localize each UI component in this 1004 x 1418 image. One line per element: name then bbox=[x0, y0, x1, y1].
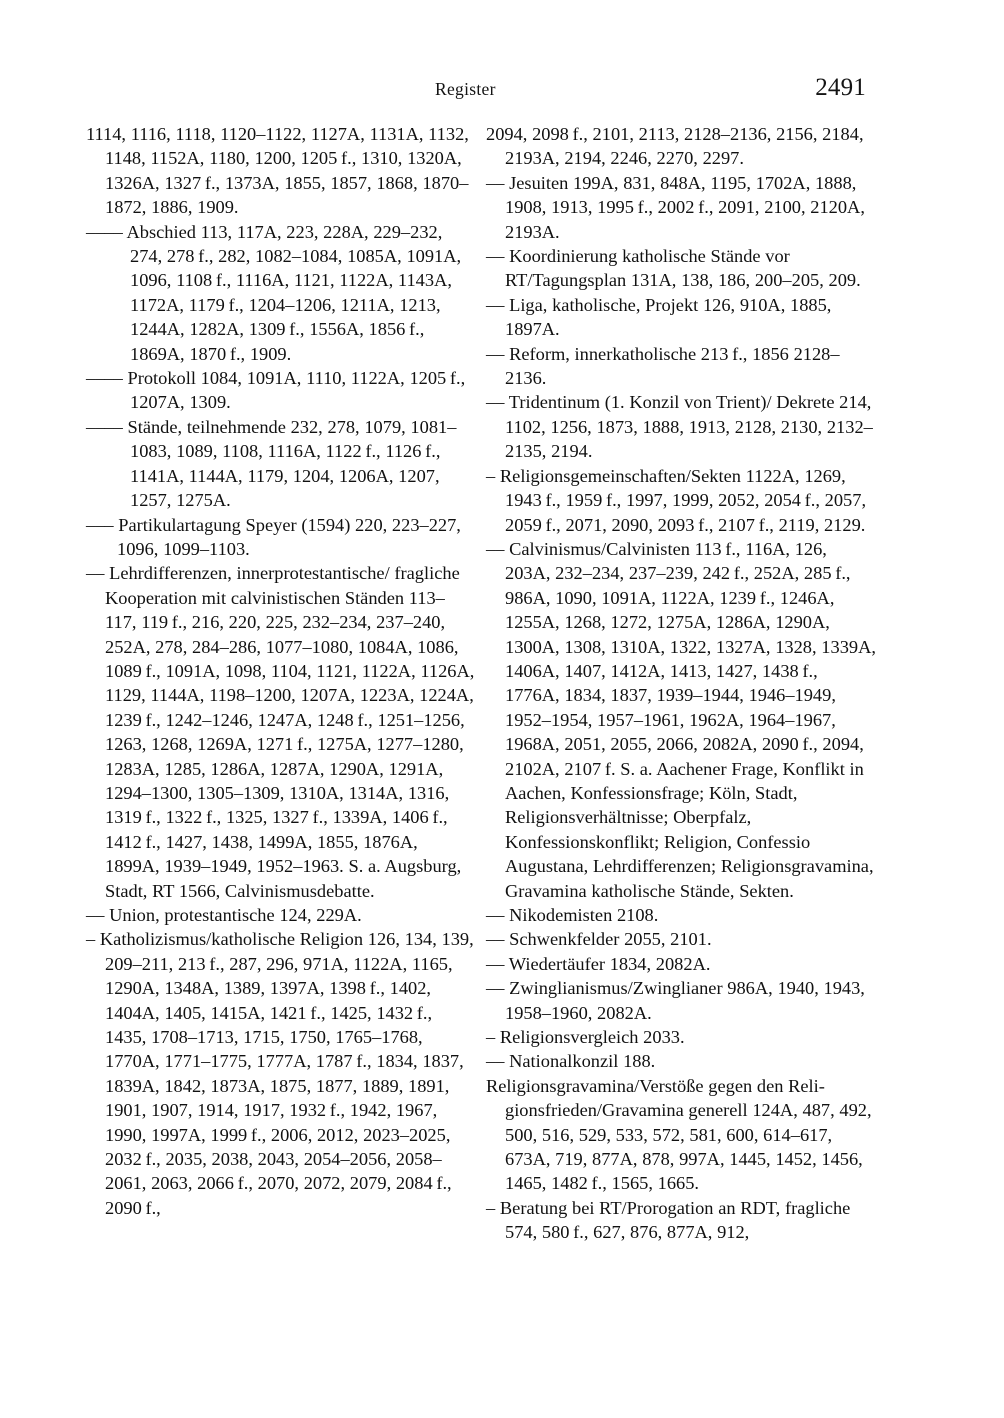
index-entry: –––– Protokoll 1084, 1091A, 1110, 1122A, 1205 f., 1207A, 1309. bbox=[86, 368, 466, 413]
running-head bbox=[140, 74, 866, 104]
index-entry: –––– Stände, teilnehmende 232, 278, 1079, 1081–1083, 1089, 1108, 1116A, 1122 f., 1126 f., 1141A, 1144A, 1179, 1204, 1206A, 1207, 1257, 1275A. bbox=[86, 416, 457, 511]
index-entry: – Religionsgemeinschaften/Sekten 1122A, 1269, 1943 f., 1959 f., 1997, 1999, 2052, 2054 f., 2057, 2059 f., 2071, 2090, 2093 f., 2107 f., 2119, 2129. bbox=[486, 465, 867, 535]
index-entry: –– Koordinierung katholische Stände vor RT/Tagungsplan 131A, 138, 186, 200–205, 209. bbox=[486, 246, 861, 291]
index-entry: 1114, 1116, 1118, 1120–1122, 1127A, 1131A, 1132, 1148, 1152A, 1180, 1200, 1205 f., 1310, 1320A, 1326A, 1327 f., 1373A, 1855, 1857, 1868, 1870–1872, 1886, 1909. bbox=[86, 124, 469, 218]
index-column-right bbox=[486, 122, 876, 1245]
index-entry: –––– Abschied 113, 117A, 223, 228A, 229–232, 274, 278 f., 282, 1082–1084, 1085A, 1091A, 1096, 1108 f., 1116A, 1121, 1122A, 1143A, 1172A, 1179 f., 1204–1206, 1211A, 1213, 1244A, 1282A, 1309 f., 1556A, 1856 f., 1869A, 1870 f., 1909. bbox=[86, 221, 462, 364]
running-head-title: Register bbox=[435, 79, 496, 99]
index-columns bbox=[0, 122, 1004, 1245]
index-entry: –– Nikodemisten 2108. bbox=[486, 905, 659, 925]
index-entry: – Religionsvergleich 2033. bbox=[486, 1027, 685, 1048]
index-entry: –– Tridentinum (1. Konzil von Trient)/ Dekrete 214, 1102, 1256, 1873, 1888, 1913, 2128, 2130, 2132–2135, 2194. bbox=[486, 392, 873, 462]
index-entry: –– Reform, innerkatholische 213 f., 1856 2128–2136. bbox=[486, 343, 840, 389]
index-entry: –– Schwenkfelder 2055, 2101. bbox=[486, 929, 712, 950]
page-folio-number: 2491 bbox=[815, 74, 866, 101]
index-column-left bbox=[86, 122, 476, 1245]
index-entry: –– Nationalkonzil 188. bbox=[486, 1051, 656, 1072]
index-entry: – Katholizismus/katholische Religion 126, 134, 139, 209–211, 213 f., 287, 296, 971A, 1122A, 1165, 1290A, 1348A, 1389, 1397A, 1398 f., 1402, 1404A, 1405, 1415A, 1421 f., 1425, 1432 f., 1435, 1708–1713, 1715, 1750, 1765–1768, 1770A, 1771–1775, 1777A, 1787 f., 1834, 1837, 1839A, 1842, 1873A, 1875, 1877, 1889, 1891, 1901, 1907, 1914, 1917, 1932 f., 1942, 1967, 1990, 1997A, 1999 f., 2006, 2012, 2023–2025, 2032 f., 2035, 2038, 2043, 2054–2056, 2058–2061, 2063, 2066 f., 2070, 2072, 2079, 2084 f., 2090 f., bbox=[86, 929, 474, 1218]
index-entry: ––– Partikulartagung Speyer (1594) 220, 223–227, 1096, 1099–1103. bbox=[86, 514, 461, 559]
index-entry: 2094, 2098 f., 2101, 2113, 2128–2136, 2156, 2184, 2193A, 2194, 2246, 2270, 2297. bbox=[486, 124, 864, 169]
index-entry: –– Lehrdifferenzen, innerprotestantische/ fragliche Kooperation mit calvinistischen Ständen 113–117, 119 f., 216, 220, 225, 232–234, 237–240, 252A, 278, 284–286, 1077–1080, 1084A, 1086, 1089 f., 1091A, 1098, 1104, 1121, 1122A, 1126A, 1129, 1144A, 1198–1200, 1207A, 1223A, 1224A, 1239 f., 1242–1246, 1247A, 1248 f., 1251–1256, 1263, 1268, 1269A, 1271 f., 1275A, 1277–1280, 1283A, 1285, 1286A, 1287A, 1290A, 1291A, 1294–1300, 1305–1309, 1310A, 1314A, 1316, 1319 f., 1322 f., 1325, 1327 f., 1339A, 1406 f., 1412 f., 1427, 1438, 1499A, 1855, 1876A, 1899A, 1939–1949, 1952–1963. S. a. Augsburg, Stadt, RT 1566, Calvinismusdebatte. bbox=[86, 563, 475, 901]
index-entry: –– Jesuiten 199A, 831, 848A, 1195, 1702A, 1888, 1908, 1913, 1995 f., 2002 f., 2091, 2100, 2120A, 2193A. bbox=[486, 172, 865, 242]
index-entry: –– Calvinismus/Calvinisten 113 f., 116A, 126, 203A, 232–234, 237–239, 242 f., 252A, 285 f., 986A, 1090, 1091A, 1122A, 1239 f., 1246A, 1255A, 1268, 1272, 1275A, 1286A, 1290A, 1300A, 1308, 1310A, 1322, 1327A, 1328, 1339A, 1406A, 1407, 1412A, 1413, 1427, 1438 f., 1776A, 1834, 1837, 1939–1944, 1946–1949, 1952–1954, 1957–1961, 1962A, 1964–1967, 1968A, 2051, 2055, 2066, 2082A, 2090 f., 2094, 2102A, 2107 f. S. a. Aachener Frage, Konflikt in Aachen, Konfessionsfrage; Köln, Stadt, Religionsverhältnisse; Oberpfalz, Konfessionskonflikt; Religion, Confessio Augustana, Lehrdifferenzen; Religionsgravamina, Gravamina katholische Stände, Sekten. bbox=[486, 538, 876, 901]
index-entry: –– Union, protestantische 124, 229A. bbox=[86, 905, 362, 925]
index-entry: –– Liga, katholische, Projekt 126, 910A, 1885, 1897A. bbox=[486, 294, 832, 340]
index-entry: –– Zwinglianismus/Zwinglianer 986A, 1940, 1943, 1958–1960, 2082A. bbox=[486, 978, 865, 1023]
index-entry: – Beratung bei RT/Prorogation an RDT, fragliche 574, 580 f., 627, 876, 877A, 912, bbox=[486, 1197, 851, 1243]
index-entry: –– Wiedertäufer 1834, 2082A. bbox=[486, 953, 711, 974]
index-entry: Religionsgravamina/Verstöße gegen den Reli-gionsfrieden/Gravamina generell 124A, 487, 492, 500, 516, 529, 533, 572, 581, 600, 614–617, 673A, 719, 877A, 878, 997A, 1445, 1452, 1456, 1465, 1482 f., 1565, 1665. bbox=[486, 1075, 872, 1194]
